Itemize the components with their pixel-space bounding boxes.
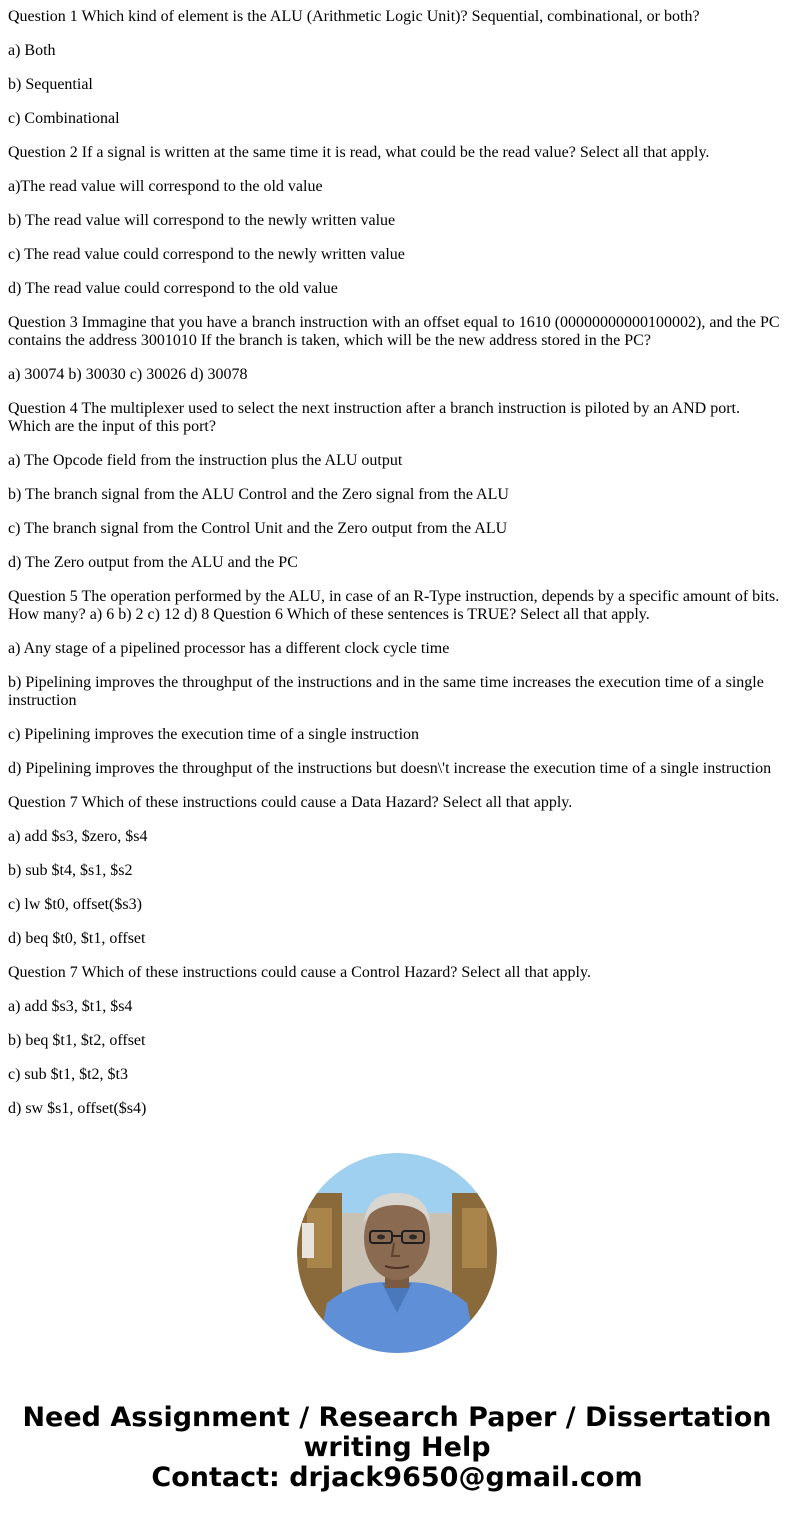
avatar xyxy=(297,1153,497,1353)
q6-option-b: b) Pipelining improves the throughput of the instructions and in the same time increases the execution time of a single instruction xyxy=(8,674,764,709)
banner-contact-line: Contact: drjack9650@gmail.com xyxy=(151,1462,643,1493)
q3-text: Question 3 Immagine that you have a branch instruction with an offset equal to 1610 (00000000000100002), and the PC contains the address 3001010 If the branch is taken, which will be the new address stored in the PC? xyxy=(8,314,780,349)
q7-control-hazard-text: Question 7 Which of these instructions could cause a Control Hazard? Select all that apply. xyxy=(8,964,591,981)
q2-text: Question 2 If a signal is written at the same time it is read, what could be the read value? Select all that apply. xyxy=(8,144,710,161)
q3-options: a) 30074 b) 30030 c) 30026 d) 30078 xyxy=(8,366,248,383)
q2-option-d: d) The read value could correspond to the old value xyxy=(8,280,338,297)
contact-banner xyxy=(0,1403,794,1493)
q7b-option-d: d) sw $s1, offset($s4) xyxy=(8,1100,147,1117)
avatar-photo xyxy=(297,1153,497,1353)
banner-line-1: Need Assignment / Research Paper / Dissertation xyxy=(22,1402,772,1433)
q4-option-a: a) The Opcode field from the instruction plus the ALU output xyxy=(8,452,403,469)
q4-option-b: b) The branch signal from the ALU Control and the Zero signal from the ALU xyxy=(8,486,509,503)
q7a-option-d: d) beq $t0, $t1, offset xyxy=(8,930,146,947)
q5-q6-text: Question 5 The operation performed by the ALU, in case of an R-Type instruction, depends by a specific amount of bits. How many? a) 6 b) 2 c) 12 d) 8 Question 6 Which of these sentences is TRUE? Select all that apply. xyxy=(8,588,780,623)
q1-option-b: b) Sequential xyxy=(8,76,93,93)
q4-text: Question 4 The multiplexer used to select the next instruction after a branch instruction is piloted by an AND port. Which are the input of this port? xyxy=(8,400,740,435)
q7a-option-b: b) sub $t4, $s1, $s2 xyxy=(8,862,133,879)
q1-option-c: c) Combinational xyxy=(8,110,120,127)
q1-text: Question 1 Which kind of element is the ALU (Arithmetic Logic Unit)? Sequential, combinational, or both? xyxy=(8,8,700,25)
q2-option-c: c) The read value could correspond to the newly written value xyxy=(8,246,405,263)
q6-option-c: c) Pipelining improves the execution time of a single instruction xyxy=(8,726,420,743)
q7a-option-c: c) lw $t0, offset($s3) xyxy=(8,896,142,913)
banner-line-2: writing Help xyxy=(303,1432,491,1463)
q6-option-a: a) Any stage of a pipelined processor has a different clock cycle time xyxy=(8,640,450,657)
q6-option-d: d) Pipelining improves the throughput of the instructions but doesn\'t increase the execution time of a single instruction xyxy=(8,760,772,777)
q2-option-a: a)The read value will correspond to the old value xyxy=(8,178,323,195)
q4-option-c: c) The branch signal from the Control Unit and the Zero output from the ALU xyxy=(8,520,508,537)
q7a-option-a: a) add $s3, $zero, $s4 xyxy=(8,828,148,845)
q7b-option-b: b) beq $t1, $t2, offset xyxy=(8,1032,146,1049)
q1-option-a: a) Both xyxy=(8,42,56,59)
q2-option-b: b) The read value will correspond to the newly written value xyxy=(8,212,396,229)
q7-data-hazard-text: Question 7 Which of these instructions could cause a Data Hazard? Select all that apply. xyxy=(8,794,573,811)
q7b-option-a: a) add $s3, $t1, $s4 xyxy=(8,998,133,1015)
q4-option-d: d) The Zero output from the ALU and the PC xyxy=(8,554,298,571)
q7b-option-c: c) sub $t1, $t2, $t3 xyxy=(8,1066,128,1083)
